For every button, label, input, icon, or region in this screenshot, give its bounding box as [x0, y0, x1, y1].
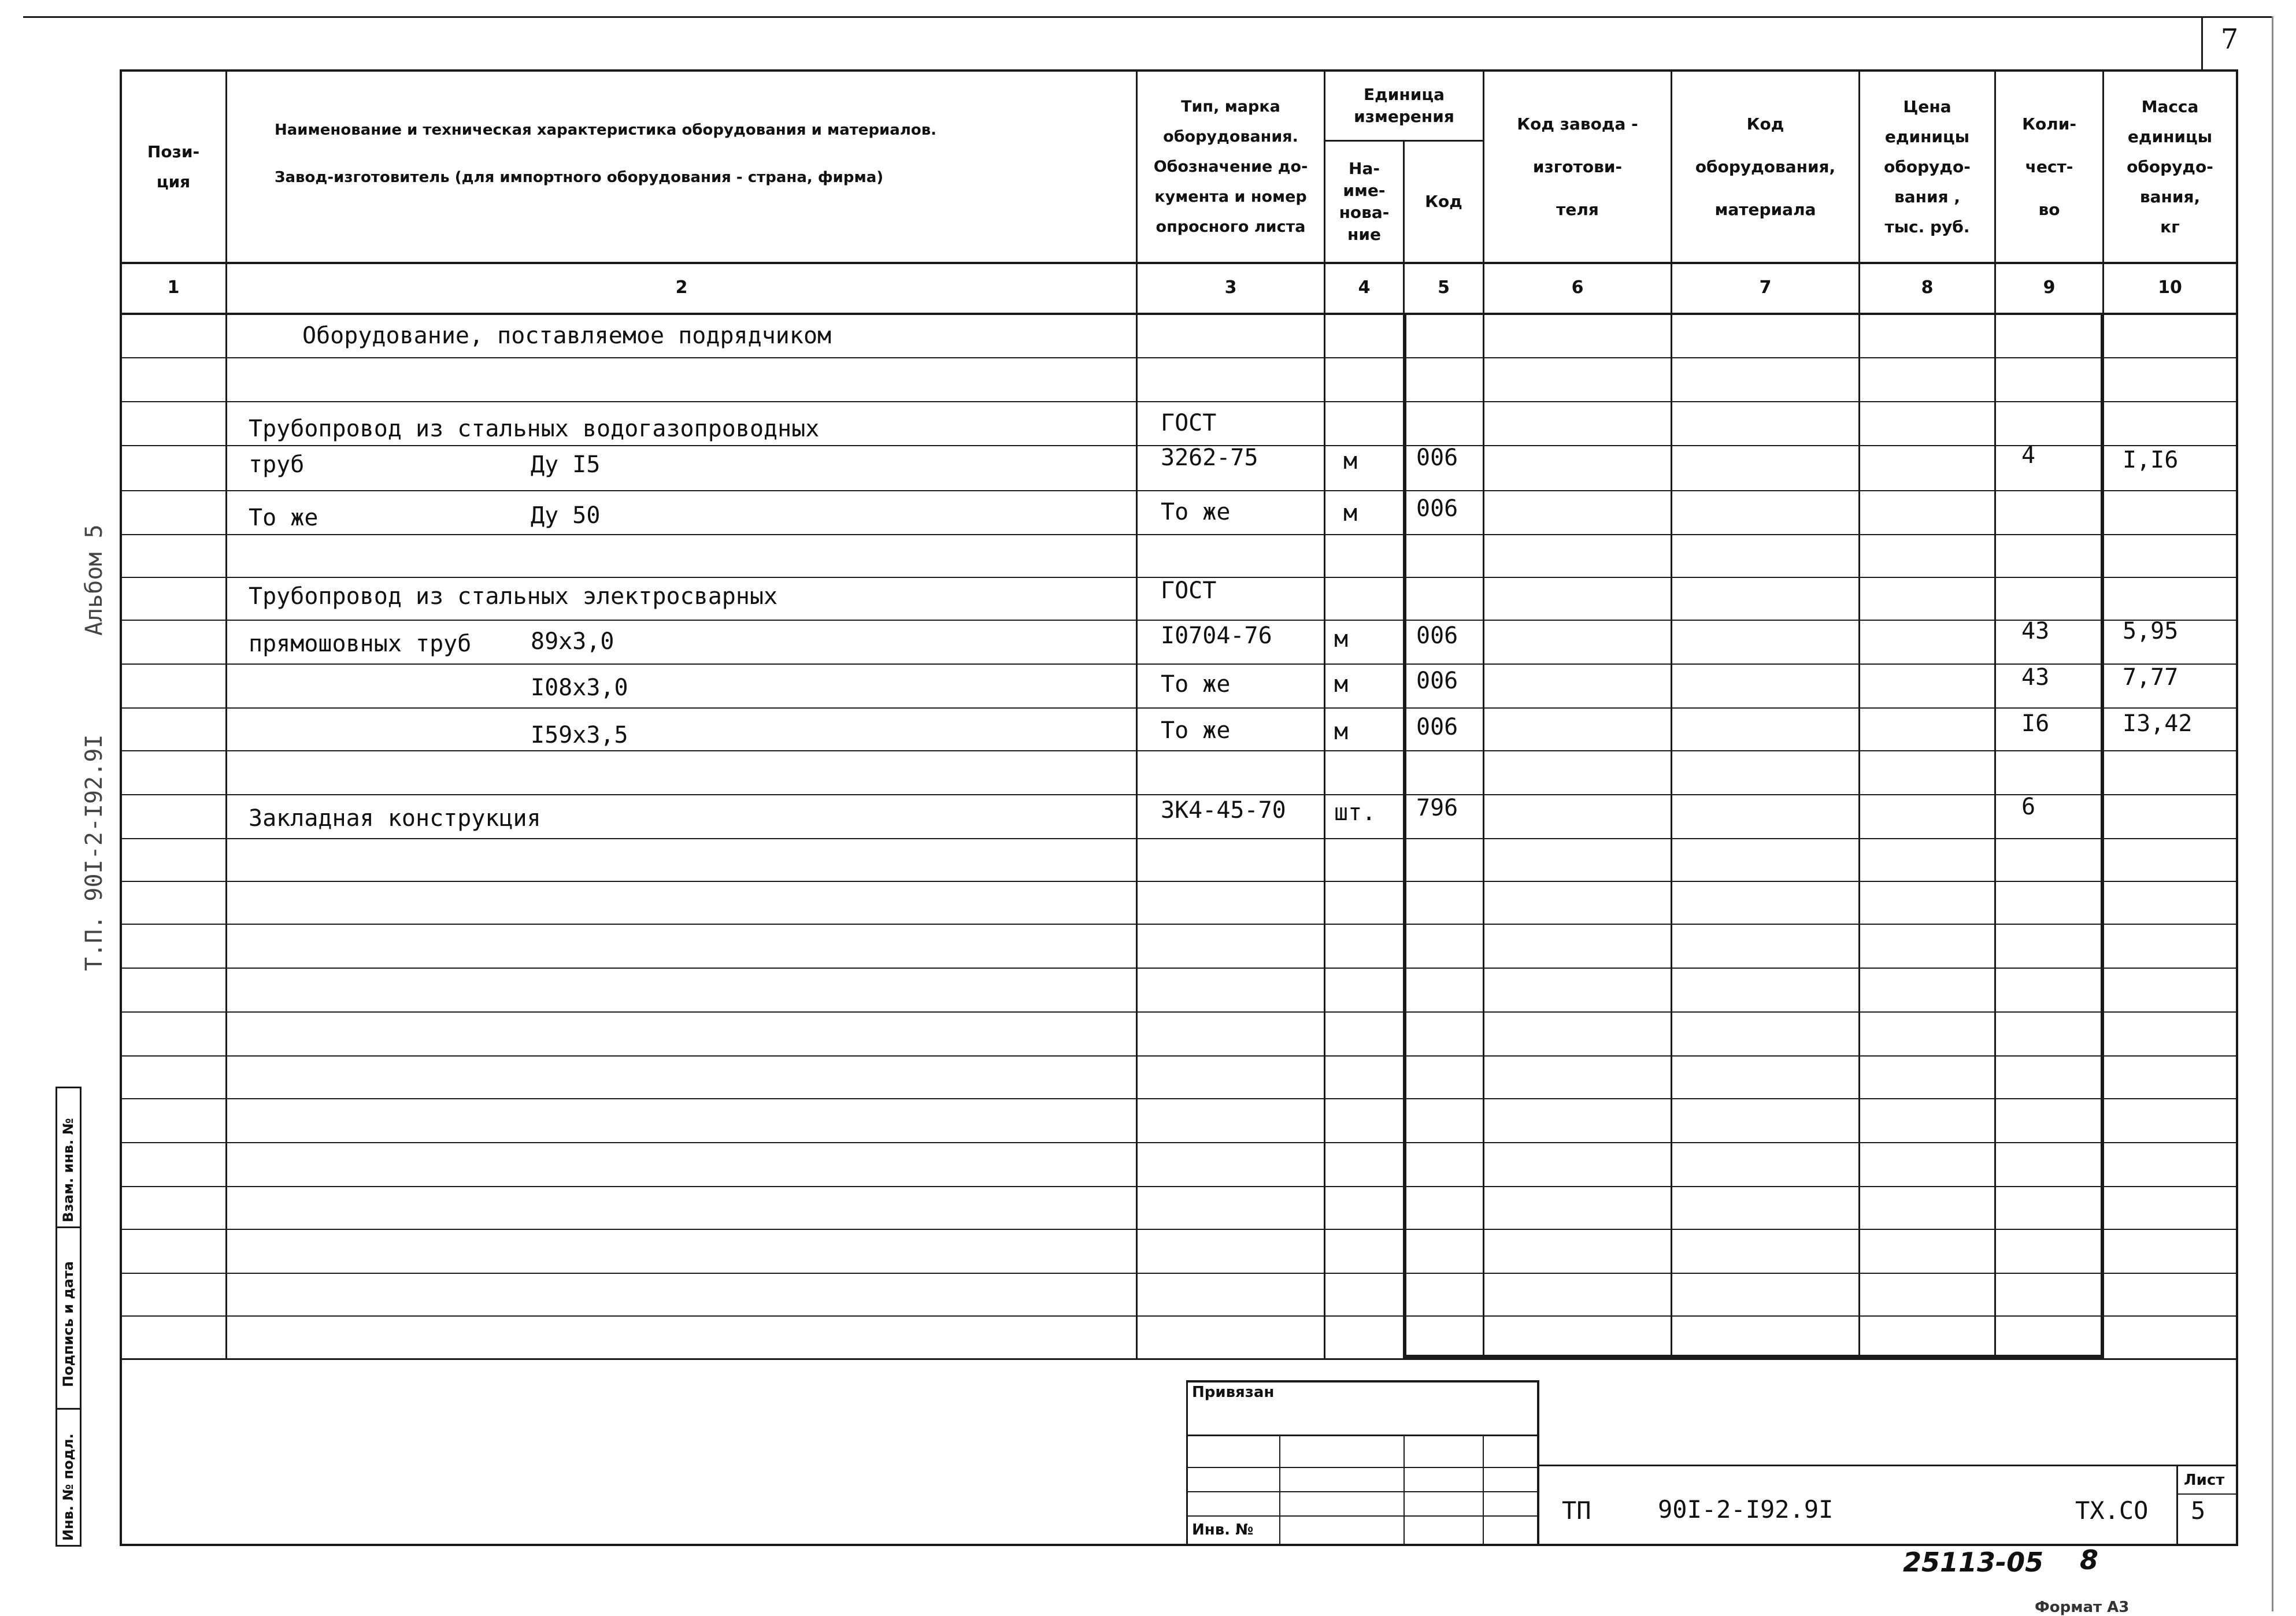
column-number: 5 [1438, 277, 1450, 298]
table-row-mass: 5,95 [2123, 618, 2179, 644]
project-side-label: Т.П. 90I-2-I92.9I [81, 734, 108, 971]
table-row-size: I59х3,5 [531, 722, 628, 748]
stamp-vzam-inv: Взам. инв. № [60, 1118, 76, 1222]
header-manufacturer-code: Код завода - изготови- теля [1517, 114, 1638, 219]
column-number: 8 [1921, 277, 1934, 298]
column-number: 6 [1571, 277, 1584, 298]
table-row-doc: ГОСТ [1161, 577, 1217, 604]
format-label: Формат А3 [2035, 1599, 2130, 1616]
document-code: ТХ.СО [2075, 1496, 2149, 1525]
table-row-doc: ЗК4-45-70 [1161, 797, 1286, 824]
table-row-doc: То же [1161, 499, 1231, 525]
table-row-code: 006 [1416, 444, 1458, 471]
column-number: 1 [167, 277, 180, 298]
project-number: 90I-2-I92.9I [1658, 1495, 1834, 1524]
column-number: 4 [1358, 277, 1371, 298]
list-label: Лист [2184, 1472, 2225, 1489]
table-row-name: прямошовных труб [249, 631, 472, 657]
header-unit-name: На- име- нова- ние [1339, 159, 1390, 244]
sheet-number: 7 [2220, 23, 2239, 55]
list-number: 5 [2191, 1496, 2206, 1525]
table-row-doc: ГОСТ [1161, 410, 1217, 436]
column-number: 3 [1224, 277, 1237, 298]
table-row-qty: 43 [2021, 618, 2050, 644]
table-row-unit: м [1334, 671, 1349, 698]
table-row-size: 89х3,0 [531, 628, 614, 655]
table-row-name: Трубопровод из стальных водогазопроводных [249, 416, 820, 442]
table-row-unit: м [1334, 718, 1349, 745]
table-row-doc: I0704-76 [1161, 622, 1272, 649]
table-row-qty: 4 [2021, 442, 2036, 469]
inv-number-label: Инв. № [1192, 1521, 1254, 1539]
header-name: Наименование и техническая характеристика оборудования и материалов. Завод-изготовитель (для импортного оборудования - страна, фирма) [275, 121, 937, 186]
table-row-size: Ду 50 [531, 502, 601, 529]
column-number: 10 [2158, 277, 2182, 298]
table-row-unit: м [1343, 500, 1358, 527]
album-label: Альбом 5 [81, 524, 108, 636]
table-row-size: I08х3,0 [531, 674, 628, 701]
table-row-unit: м [1343, 448, 1358, 475]
table-row-name: труб [249, 451, 305, 478]
table-row-unit: м [1334, 626, 1349, 653]
table-row-code: 006 [1416, 668, 1458, 694]
table-row-mass: 7,77 [2123, 664, 2179, 691]
table-row-qty: I6 [2021, 710, 2050, 737]
header-position: Пози- ция [147, 142, 200, 191]
table-row-code: 796 [1416, 795, 1458, 821]
table-row-doc: 3262-75 [1161, 444, 1258, 471]
header-equipment-code: Код оборудования, материала [1695, 114, 1836, 219]
column-number: 2 [675, 277, 688, 298]
table-row-mass: I3,42 [2123, 710, 2193, 737]
header-unit: Единица измерения [1354, 85, 1454, 126]
column-number: 7 [1759, 277, 1772, 298]
header-price: Цена единицы оборудо- вания , тыс. руб. [1884, 97, 1971, 236]
header-unit-code: Код [1425, 192, 1462, 211]
section-title: Оборудование, поставляемое подрядчиком [302, 323, 832, 349]
table-row-code: 006 [1416, 714, 1458, 740]
table-row-mass: I,I6 [2123, 447, 2179, 473]
header-quantity: Коли- чест- во [2022, 114, 2076, 219]
table-row-qty: 6 [2021, 794, 2036, 820]
table-row-size: Ду I5 [531, 451, 601, 478]
stamp-inv-podl: Инв. № подл. [60, 1433, 76, 1541]
table-row-name: Закладная конструкция [249, 805, 541, 832]
archive-code: 25113-05 [1903, 1547, 2044, 1578]
column-number: 9 [2043, 277, 2056, 298]
table-row-qty: 43 [2021, 664, 2050, 691]
table-row-doc: То же [1161, 671, 1231, 698]
table-row-code: 006 [1416, 495, 1458, 522]
table-row-name: Трубопровод из стальных электросварных [249, 583, 778, 610]
tp-label: ТП [1562, 1496, 1591, 1525]
table-row-code: 006 [1416, 622, 1458, 649]
table-row-unit: шт. [1334, 799, 1376, 826]
table-row-doc: То же [1161, 717, 1231, 744]
privyazan-label: Привязан [1192, 1384, 1275, 1401]
header-type: Тип, марка оборудования. Обозначение до- кумента и номер опросного листа [1153, 97, 1308, 236]
table-row-name: То же [249, 505, 319, 531]
header-mass: Масса единицы оборудо- вания, кг [2127, 97, 2213, 236]
archive-page: 8 [2080, 1544, 2099, 1576]
stamp-podpis-data: Подпись и дата [60, 1261, 76, 1387]
